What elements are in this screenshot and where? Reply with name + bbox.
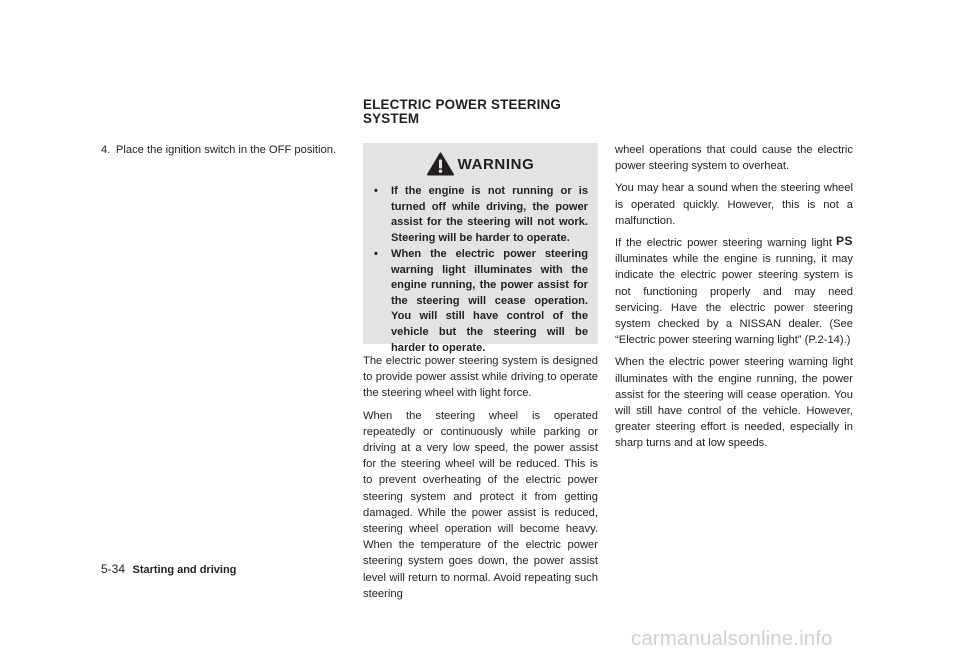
left-column (101, 142, 347, 164)
section-title (363, 98, 603, 126)
ps-warning-light-icon: PS (835, 234, 853, 249)
warning-box (363, 143, 598, 354)
body-paragraph: You may hear a sound when the steering wheel is operated quickly. However, this is not a malfunction. (615, 182, 853, 227)
right-column (615, 142, 853, 458)
warning-item-text: When the electric power steering warning light illuminates with the engine running, the power assist for the steering will cease operation. You will still have control of the vehicle but the steering will be harder to operate. (391, 248, 588, 354)
section-title-line-2: SYSTEM (363, 111, 420, 126)
chapter-title: Starting and driving (132, 564, 237, 576)
warning-item (374, 247, 588, 356)
middle-column (363, 353, 598, 608)
page-number: 5-34 (101, 562, 126, 576)
warning-item (374, 184, 588, 246)
watermark: carmanualsonline.info (631, 627, 833, 650)
section-title-line-1: ELECTRIC POWER STEERING (363, 97, 562, 112)
body-paragraph: When the steering wheel is operated repeatedly or continuously while parking or driving at a very low speed, the power assist for the steering wheel will be reduced. This is to prevent overheating of the electric power steering system and protect it from getting damaged. While the power assist is reduced, steering wheel operation will become heavy. When the temperature of the electric power steering system goes down, the power assist level will return to normal. Avoid repeating such steering (363, 409, 598, 600)
bullet-marker: • (374, 248, 378, 260)
paragraph-text: illuminates while the engine is running, it may indicate the electric power steering system is not functioning properly and may need servicing. Have the electric power steering system checked by a NISSAN dealer. (See “Electric power steering warning light” (P.2-14).) (615, 253, 853, 347)
bullet-marker: • (374, 185, 378, 197)
body-paragraph: When the electric power steering warning light illuminates with the engine running, the power assist for the steering will cease operation. You will still have control of the vehicle. However, greater steering effort is needed, especially in sharp turns and at low speeds. (615, 356, 853, 450)
body-paragraph: The electric power steering system is designed to provide power assist while driving to operate the steering wheel with light force. (363, 355, 598, 400)
page-footer (101, 560, 236, 578)
body-paragraph (615, 235, 853, 348)
body-paragraph: wheel operations that could cause the electric power steering system to overheat. (615, 144, 853, 173)
warning-triangle-icon (427, 152, 454, 176)
warning-header (363, 152, 598, 176)
paragraph-text: If the electric power steering warning light (615, 237, 832, 250)
warning-title: WARNING (457, 155, 535, 173)
step-4-text: 4. Place the ignition switch in the OFF position. (101, 144, 337, 156)
warning-item-text: If the engine is not running or is turned off while driving, the power assist for the steering will not work. Steering will be harder to operate. (391, 185, 588, 244)
